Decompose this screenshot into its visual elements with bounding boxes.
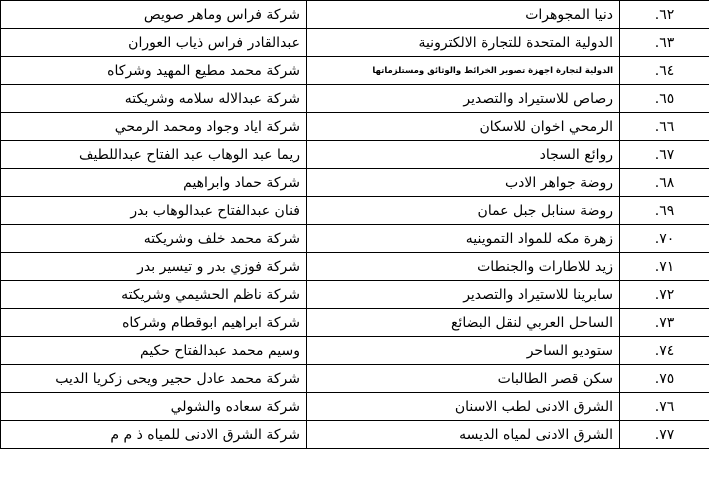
table-row (1, 1, 709, 29)
row-number-cell: ٦٥. (620, 85, 709, 113)
owner-cell: شركة محمد عادل حجير ويحى زكريا الديب (1, 365, 307, 393)
row-number-cell: ٧٠. (620, 225, 709, 253)
table-row (1, 365, 709, 393)
owner-cell: وسيم محمد عبدالفتاح حكيم (1, 337, 307, 365)
table-row (1, 253, 709, 281)
business-name-cell: سكن قصر الطالبات (307, 365, 620, 393)
row-number-cell: ٦٦. (620, 113, 709, 141)
table-row (1, 29, 709, 57)
row-number-cell: ٦٣. (620, 29, 709, 57)
registry-table-body (1, 1, 709, 449)
owner-cell: شركة عبدالاله سلامه وشريكته (1, 85, 307, 113)
business-name-cell: ستوديو الساحر (307, 337, 620, 365)
business-name-cell: الدولية المتحدة للتجارة الالكترونية (307, 29, 620, 57)
table-row (1, 393, 709, 421)
owner-cell: شركة حماد وابراهيم (1, 169, 307, 197)
row-number-cell: ٧٣. (620, 309, 709, 337)
business-name-cell: الساحل العربي لنقل البضائع (307, 309, 620, 337)
owner-cell: شركة فوزي بدر و تيسير بدر (1, 253, 307, 281)
row-number-cell: ٧٧. (620, 421, 709, 449)
table-row (1, 169, 709, 197)
table-row (1, 421, 709, 449)
owner-cell: شركة ابراهيم ابوقطام وشركاه (1, 309, 307, 337)
business-name-cell: الرمحي اخوان للاسكان (307, 113, 620, 141)
table-row (1, 57, 709, 85)
business-name-cell: الدولية لتجارة اجهزة تصوير الخرائط والوثائق ومستلزماتها (307, 57, 620, 85)
row-number-cell: ٦٨. (620, 169, 709, 197)
table-row (1, 225, 709, 253)
owner-cell: شركة محمد مطيع المهيد وشركاه (1, 57, 307, 85)
owner-cell: شركة الشرق الادنى للمياه ذ م م (1, 421, 307, 449)
row-number-cell: ٧٥. (620, 365, 709, 393)
owner-cell: شركة ناظم الحشيمي وشريكته (1, 281, 307, 309)
owner-cell: عبدالقادر فراس ذياب العوران (1, 29, 307, 57)
owner-cell: ريما عبد الوهاب عبد الفتاح عبداللطيف (1, 141, 307, 169)
row-number-cell: ٧٤. (620, 337, 709, 365)
table-row (1, 281, 709, 309)
owner-cell: شركة اياد وجواد ومحمد الرمحي (1, 113, 307, 141)
table-row (1, 113, 709, 141)
owner-cell: شركة محمد خلف وشريكته (1, 225, 307, 253)
owner-cell: فنان عبدالفتاح عبدالوهاب بدر (1, 197, 307, 225)
row-number-cell: ٦٢. (620, 1, 709, 29)
row-number-cell: ٦٩. (620, 197, 709, 225)
row-number-cell: ٧١. (620, 253, 709, 281)
row-number-cell: ٦٧. (620, 141, 709, 169)
row-number-cell: ٦٤. (620, 57, 709, 85)
table-row (1, 141, 709, 169)
owner-cell: شركة فراس وماهر صويص (1, 1, 307, 29)
business-name-cell: زهرة مكه للمواد التموينيه (307, 225, 620, 253)
owner-cell: شركة سعاده والشولي (1, 393, 307, 421)
business-name-cell: روضة جواهر الادب (307, 169, 620, 197)
table-row (1, 197, 709, 225)
business-name-cell: روائع السجاد (307, 141, 620, 169)
business-name-cell: رصاص للاستيراد والتصدير (307, 85, 620, 113)
table-row (1, 85, 709, 113)
business-name-cell: روضة سنابل جبل عمان (307, 197, 620, 225)
business-name-cell: دنيا المجوهرات (307, 1, 620, 29)
business-name-cell: الشرق الادنى لمياه الديسه (307, 421, 620, 449)
table-row (1, 337, 709, 365)
business-name-cell: سابرينا للاستيراد والتصدير (307, 281, 620, 309)
table-row (1, 309, 709, 337)
row-number-cell: ٧٦. (620, 393, 709, 421)
row-number-cell: ٧٢. (620, 281, 709, 309)
business-name-cell: الشرق الادنى لطب الاسنان (307, 393, 620, 421)
business-name-cell: زيد للاطارات والجنطات (307, 253, 620, 281)
